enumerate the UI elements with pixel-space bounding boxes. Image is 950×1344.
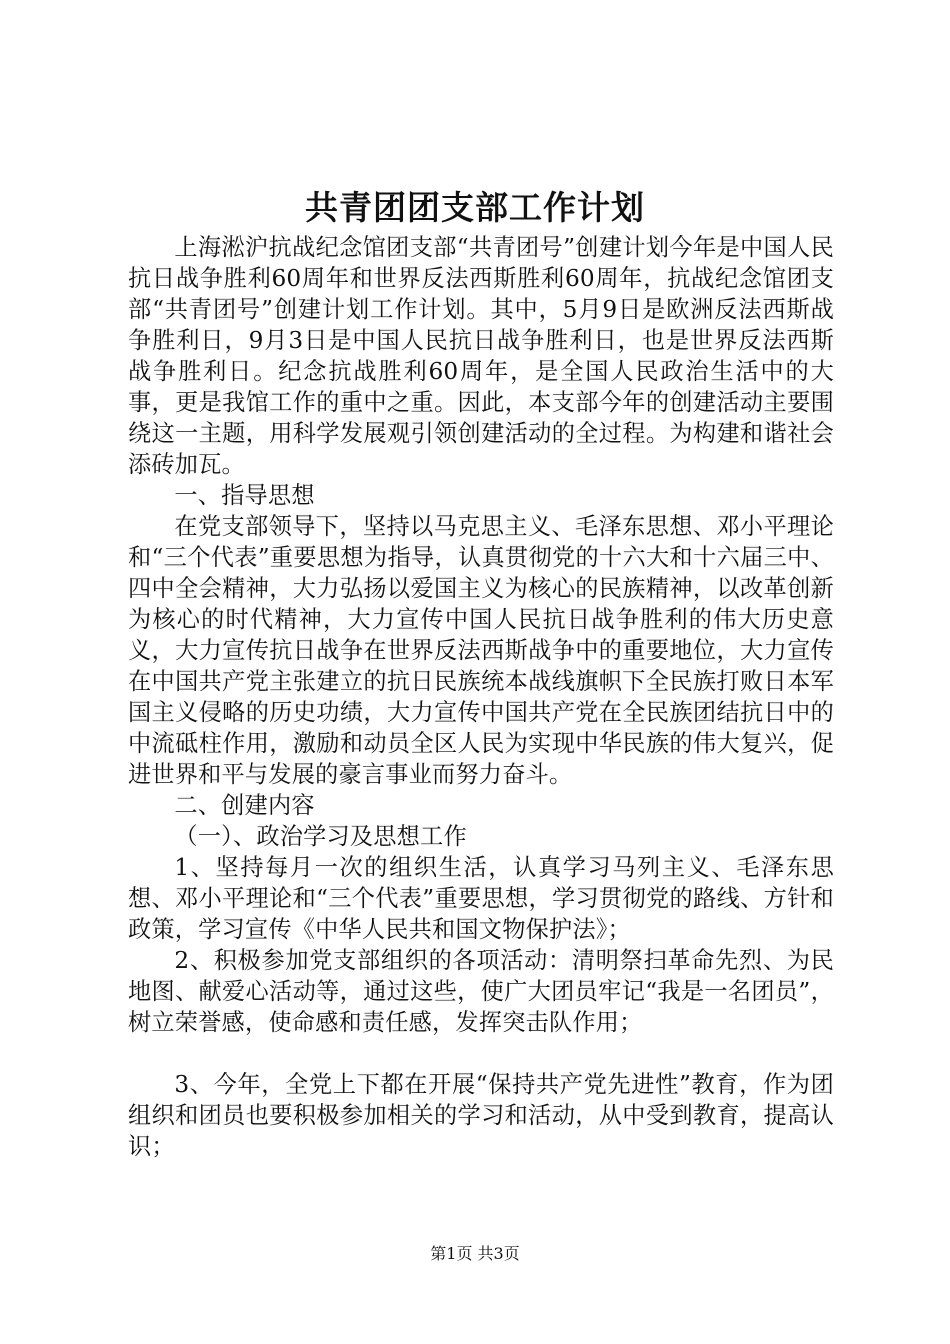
heading-creation-content: 二、创建内容 bbox=[174, 792, 315, 819]
heading-guiding-ideology: 一、指导思想 bbox=[174, 482, 315, 509]
list-item-2: 2、积极参加党支部组织的各项活动：清明祭扫革命先烈、为民地图、献爱心活动等，通过这些，使广大团员牢记“我是一名团员”，树立荣誉感，使命感和责任感，发挥突击队作用； bbox=[128, 947, 834, 1036]
list-item-1: 1、坚持每月一次的组织生活，认真学习马列主义、毛泽东思想、邓小平理论和“三个代表”重要思想，学习贯彻党的路线、方针和政策，学习宣传《中华人民共和国文物保护法》； bbox=[128, 854, 834, 943]
paragraph-intro: 上海淞沪抗战纪念馆团支部“共青团号”创建计划今年是中国人民抗日战争胜利60周年和世界反法西斯胜利60周年，抗战纪念馆团支部“共青团号”创建计划工作计划。其中，5月9日是欧洲反法西斯战争胜利日，9月3日是中国人民抗日战争胜利日，也是世界反法西斯战争胜利日。纪念抗战胜利60周年，是全国人民政治生活中的大事，更是我馆工作的重中之重。因此，本支部今年的创建活动主要围绕这一主题，用科学发展观引领创建活动的全过程。为构建和谐社会添砖加瓦。 bbox=[128, 234, 834, 478]
paragraph-guiding-ideology: 在党支部领导下，坚持以马克思主义、毛泽东思想、邓小平理论和“三个代表”重要思想为指导，认真贯彻党的十六大和十六届三中、四中全会精神，大力弘扬以爱国主义为核心的民族精神，以改革创新为核心的时代精神，大力宣传中国人民抗日战争胜利的伟大历史意义，大力宣传抗日战争在世界反法西斯战争中的重要地位，大力宣传在中国共产党主张建立的抗日民族统本战线旗帜下全民族打败日本军国主义侵略的历史功绩，大力宣传中国共产党在全民族团结抗日中的中流砥柱作用，激励和动员全区人民为实现中华民族的伟大复兴，促进世界和平与发展的豪言事业而努力奋斗。 bbox=[128, 513, 834, 788]
subheading-political-study: （一）、政治学习及思想工作 bbox=[174, 823, 467, 850]
document-body bbox=[128, 232, 834, 1162]
page-number: 第1页 共3页 bbox=[430, 1244, 520, 1263]
list-item-3: 3、今年，全党上下都在开展“保持共产党先进性”教育，作为团组织和团员也要积极参加相关的学习和活动，从中受到教育，提高认识； bbox=[128, 1071, 834, 1160]
document-title: 共青团团支部工作计划 bbox=[305, 188, 645, 227]
